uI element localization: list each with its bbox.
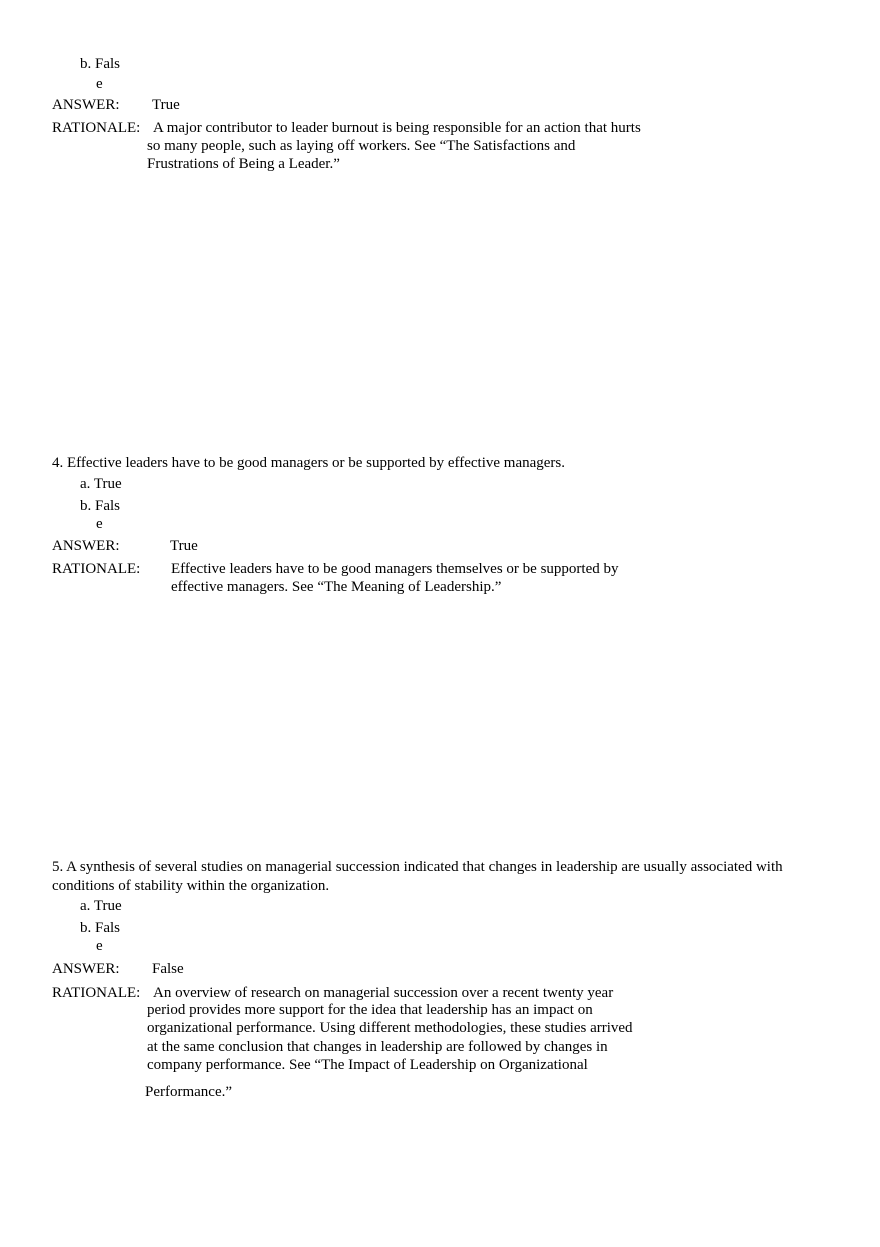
option-a: a. True	[80, 476, 122, 492]
answer-label: ANSWER:	[52, 97, 120, 113]
rationale-line: Frustrations of Being a Leader.”	[147, 156, 340, 172]
option-b-continuation: e	[96, 938, 103, 954]
question-4-text: 4. Effective leaders have to be good managers or be supported by effective managers.	[52, 455, 565, 471]
option-b: b. Fals	[80, 56, 121, 72]
answer-label: ANSWER:	[52, 961, 120, 977]
question-5-text: 5. A synthesis of several studies on managerial succession indicated that changes in leadership are usually associated with	[52, 859, 783, 875]
option-b-continuation: e	[96, 76, 103, 92]
rationale-line: effective managers. See “The Meaning of Leadership.”	[171, 579, 502, 595]
option-b-continuation: e	[96, 516, 103, 532]
option-b: b. Fals	[80, 498, 121, 514]
rationale-line: company performance. See “The Impact of Leadership on Organizational	[147, 1057, 588, 1073]
rationale-label: RATIONALE:	[52, 120, 141, 136]
rationale-label: RATIONALE:	[52, 561, 141, 577]
question-5-text: conditions of stability within the organization.	[52, 878, 330, 894]
rationale-line: Performance.”	[145, 1084, 233, 1100]
rationale-line: Effective leaders have to be good managers themselves or be supported by	[171, 561, 619, 577]
answer-value: True	[170, 538, 198, 554]
rationale-line: An overview of research on managerial succession over a recent twenty year	[153, 985, 614, 1001]
answer-label: ANSWER:	[52, 538, 120, 554]
rationale-line: A major contributor to leader burnout is being responsible for an action that hurts	[153, 120, 641, 136]
rationale-line: period provides more support for the idea that leadership has an impact on	[147, 1002, 593, 1018]
answer-value: True	[152, 97, 180, 113]
option-b: b. Fals	[80, 920, 121, 936]
rationale-line: at the same conclusion that changes in leadership are followed by changes in	[147, 1039, 608, 1055]
rationale-line: organizational performance. Using different methodologies, these studies arrived	[147, 1020, 633, 1036]
option-a: a. True	[80, 898, 122, 914]
answer-value: False	[152, 961, 184, 977]
rationale-label: RATIONALE:	[52, 985, 141, 1001]
rationale-line: so many people, such as laying off workers. See “The Satisfactions and	[147, 138, 576, 154]
